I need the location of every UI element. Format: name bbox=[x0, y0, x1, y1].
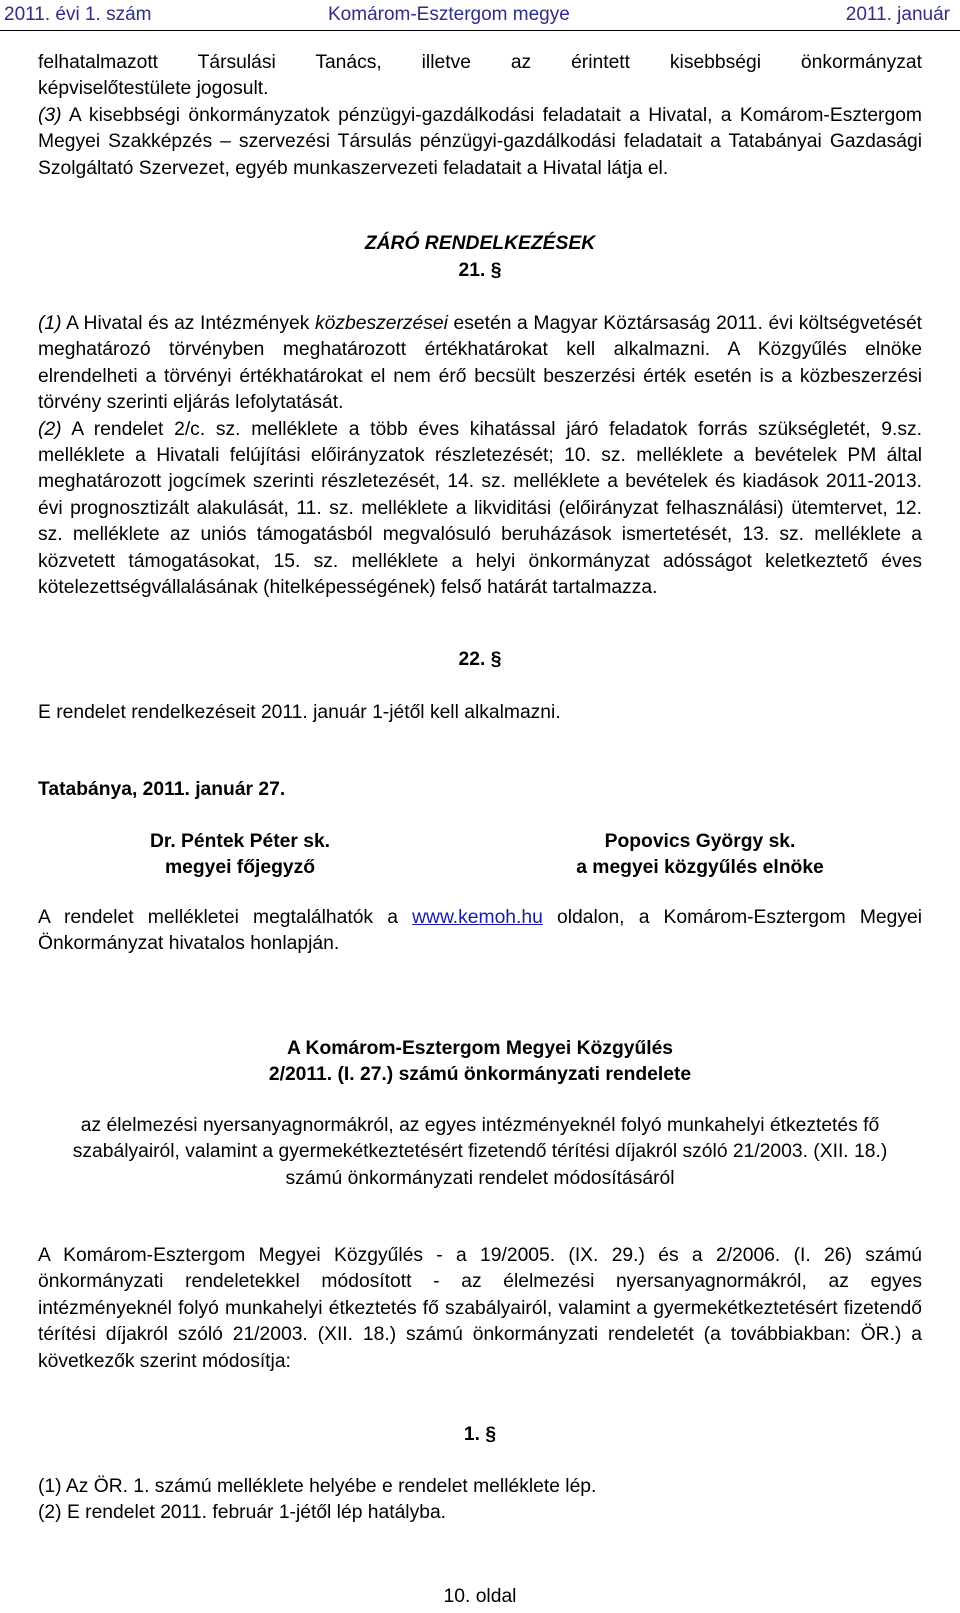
intro-paragraph: A Komárom-Esztergom Megyei Közgyűlés - a 19/2005. (IX. 29.) és a 2/2006. (I. 26) számú önkormányzati rendeletekkel módosított - az élelmezési nyersanyagnormákról, az egyes intézményeknél folyó munkahelyi étkeztetés fő szabályairól, valamint a gyermekétkeztetésért fizetendő térítési díjakról szóló 21/2003. (XII. 18.) számú önkormányzati rendeletét (a továbbiakban: ÖR.) a következők szerint módosítja: bbox=[38, 1245, 922, 1372]
paragraph-line: képviselőtestülete jogosult. bbox=[38, 78, 269, 100]
paragraph-text: esetén a Magyar Köztársaság 2011. évi költségvetését meghatározó törvényben meghatározott értékhatárokat kell alkalmazni. A Közgyűlés elnöke elrendelheti a törvényi értékhatárokat el nem érő becsült beszerzési érték esetén is a közbeszerzési törvény szerinti eljárás lefolytatását. bbox=[38, 313, 923, 414]
paragraph-emphasis: közbeszerzései bbox=[315, 313, 448, 334]
section-number: 22. bbox=[458, 649, 486, 670]
decree-title bbox=[38, 1036, 922, 1089]
section-continuation bbox=[38, 50, 922, 182]
paragraph-1 bbox=[38, 311, 922, 417]
paragraph-number: (3) bbox=[38, 104, 62, 126]
paragraph-3 bbox=[38, 103, 922, 182]
paragraph-number: (1) bbox=[38, 313, 62, 334]
header-issue: 2011. évi 1. szám bbox=[4, 4, 152, 25]
section-1-heading bbox=[38, 1422, 922, 1448]
closing-heading: ZÁRÓ RENDELKEZÉSEK bbox=[364, 233, 596, 254]
annex-text: oldalon, a Komárom-Esztergom Megyei Önkormányzat hivatalos honlapján. bbox=[38, 907, 923, 955]
page-number: 10. oldal bbox=[443, 1586, 517, 1607]
paragraph-line: felhatalmazott Társulási Tanács, illetve az érintett kisebbségi önkormányzat bbox=[38, 52, 922, 73]
paragraph-number: (2) bbox=[38, 418, 62, 440]
annex-note bbox=[38, 905, 922, 958]
list-item bbox=[38, 1500, 922, 1526]
section-number: 21. bbox=[458, 260, 486, 281]
effective-date-text: E rendelet rendelkezéseit 2011. január 1-jétől kell alkalmazni. bbox=[38, 702, 561, 723]
item-text: E rendelet 2011. február 1-jétől lép hatályba. bbox=[66, 1502, 447, 1524]
paragraph-text: A kisebbségi önkormányzatok pénzügyi-gazdálkodási feladatait a Hivatal, a Komárom-Esztergom Megyei Szakképzés – szervezési Társulás pénzügyi-gazdálkodási feladatait a Tatabányai Gazdasági Szolgáltató Szervezet, egyéb munkaszervezeti feladatait a Hivatal látja el. bbox=[38, 104, 922, 179]
signature-right bbox=[530, 829, 870, 881]
section-1-body bbox=[38, 1474, 922, 1527]
section-sign: § bbox=[485, 1424, 497, 1445]
signatory-name: Popovics György sk. bbox=[604, 831, 796, 852]
item-text: Az ÖR. 1. számú melléklete helyébe e rendelet melléklete lép. bbox=[65, 1476, 597, 1497]
section-sign: § bbox=[490, 260, 502, 281]
section-sign: § bbox=[490, 649, 502, 670]
header-county: Komárom-Esztergom megye bbox=[328, 4, 570, 25]
paragraph-2 bbox=[38, 417, 922, 602]
page-header bbox=[0, 0, 960, 31]
paragraph-text: A rendelet 2/c. sz. melléklete a több éves kihatással járó feladatok forrás szükségletét, 9.sz. melléklete a Hivatali felújítási előirányzatok részletezését; 10. sz. melléklete a bevételek PM által meghatározott jogcímek szerinti részletezését, 14. sz. melléklete a bevételek és kiadások 2011-2013. évi prognosztizált alakulását, 11. sz. melléklete a likviditási (előirányzat felhasználási) ütemtervet, 12. sz. melléklete az uniós támogatásból megvalósuló beruházások ismertetését, 13. sz. melléklete a közvetett támogatásokat, 15. sz. melléklete a helyi önkormányzat adósságot keletkeztető éves kötelezettségvállalásának (hitelképességének) felső határát tartalmazza. bbox=[38, 418, 922, 599]
section-21-heading bbox=[38, 258, 922, 284]
decree-title-line2: 2/2011. (I. 27.) számú önkormányzati rendelete bbox=[268, 1064, 692, 1086]
annex-text: A rendelet mellékletei megtalálhatók a bbox=[38, 907, 398, 928]
annex-paragraph bbox=[38, 905, 922, 958]
item-number: (2) bbox=[38, 1502, 62, 1524]
place-date: Tatabánya, 2011. január 27. bbox=[38, 779, 286, 800]
item-number: (1) bbox=[38, 1476, 62, 1497]
signatory-title: a megyei közgyűlés elnöke bbox=[576, 857, 824, 878]
website-link[interactable]: www.kemoh.hu bbox=[412, 907, 543, 928]
section-22-heading bbox=[38, 647, 922, 673]
signatory-title: megyei főjegyző bbox=[164, 857, 315, 878]
decree-subtitle: az élelmezési nyersanyagnormákról, az egyes intézményeknél folyó munkahelyi étkeztetés fő szabályairól, valamint a gyermekétkeztetésért fizetendő térítési díjakról szóló 21/2003. (XII. 18.) számú önkormányzati rendelet módosításáról bbox=[72, 1115, 888, 1189]
header-date: 2011. január bbox=[845, 4, 950, 25]
signature-left bbox=[110, 829, 370, 881]
decree-intro bbox=[38, 1243, 922, 1375]
section-21-body bbox=[38, 311, 922, 601]
paragraph-text: A Hivatal és az Intézmények bbox=[66, 313, 310, 334]
signatory-name: Dr. Péntek Péter sk. bbox=[149, 831, 331, 852]
section-number: 1. bbox=[463, 1424, 480, 1445]
decree-title-line1: A Komárom-Esztergom Megyei Közgyűlés bbox=[286, 1038, 674, 1059]
list-item bbox=[38, 1474, 922, 1500]
